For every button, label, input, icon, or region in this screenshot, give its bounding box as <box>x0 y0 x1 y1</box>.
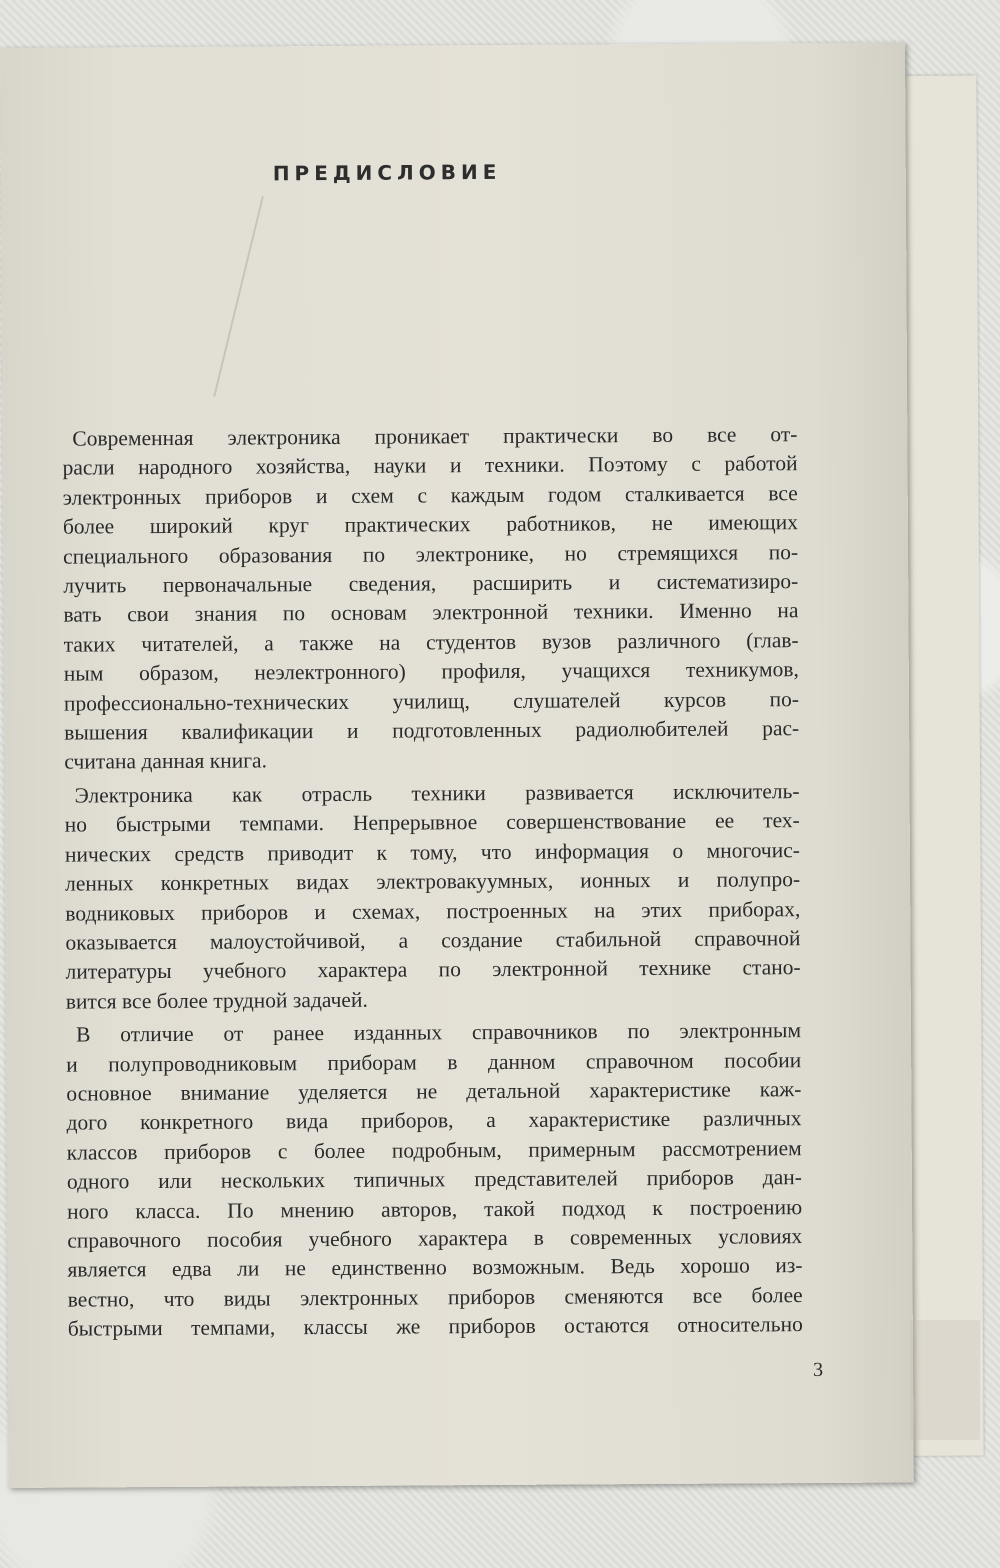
text-line: более широкий круг практических работников, не имеющих <box>62 510 798 539</box>
text-line: нических средств приводит к тому, что информация о многочис- <box>64 837 800 867</box>
text-line: считана данная книга. <box>64 748 267 775</box>
text-line: вится все более трудной задачей. <box>65 987 368 1014</box>
text-line: является едва ли не единственно возможным. Ведь хорошо из- <box>67 1253 803 1282</box>
text-line: вышения квалификации и подготовленных радиолюбителей рас- <box>64 716 800 745</box>
page-heading: ПРЕДИСЛОВИЕ <box>272 159 502 186</box>
page-number: 3 <box>813 1358 824 1382</box>
text-line: вестно, что виды электронных приборов сменяются все более <box>67 1282 803 1312</box>
text-line: быстрыми темпами, классы же приборов остаются относительно <box>67 1312 803 1341</box>
text-line: электронных приборов и схем с каждым годом сталкивается все <box>62 480 798 510</box>
text-line: литературы учебного характера по электронной технике стано- <box>65 955 801 984</box>
text-line: вать свои знания по основам электронной техники. Именно на <box>63 598 799 628</box>
text-line: таких читателей, а также на студентов вузов различного (глав- <box>63 627 799 657</box>
text-line: ленных конкретных видах электровакуумных, ионных и полупро- <box>65 867 801 896</box>
text-line: Электроника как отрасль техники развивается исключитель- <box>74 779 800 808</box>
text-line: классов приборов с более подробным, примерным рассмотрением <box>66 1135 802 1165</box>
text-line: специального образования по электронике, но стремящихся по- <box>63 539 799 569</box>
text-line: одного или нескольких типичных представителей приборов дан- <box>66 1165 802 1194</box>
paper-edge-shadow <box>910 1320 980 1440</box>
text-line: основное внимание уделяется не детальной характеристике каж- <box>66 1077 802 1106</box>
book-page <box>0 42 914 1488</box>
text-line: и полупроводниковым приборам в данном справочном пособии <box>66 1047 802 1077</box>
text-line: ного класса. По мнению авторов, такой подход к построению <box>67 1194 803 1224</box>
text-line: расли народного хозяйства, науки и техники. Поэтому с работой <box>62 451 798 481</box>
text-line: но быстрыми темпами. Непрерывное совершенствование ее тех- <box>64 808 800 837</box>
text-line: оказывается малоустойчивой, а создание стабильной справочной <box>65 926 801 955</box>
text-line: лучить первоначальные сведения, расширить и систематизиро- <box>63 569 799 598</box>
text-line: Современная электроника проникает практически во все от- <box>72 422 798 451</box>
text-line: В отличие от ранее изданных справочников по электронным <box>75 1018 802 1047</box>
text-line: ным образом, неэлектронного) профиля, учащихся техникумов, <box>63 657 799 686</box>
body-text <box>62 420 803 1344</box>
text-line: профессионально-технических училищ, слушателей курсов по- <box>63 686 800 716</box>
text-line: дого конкретного вида приборов, а характеристике различных <box>66 1106 802 1135</box>
text-line: водниковых приборов и схемах, построенных на этих приборах, <box>65 896 801 926</box>
text-line: справочного пособия учебного характера в современных условиях <box>67 1224 803 1253</box>
paper-crease <box>213 196 334 397</box>
